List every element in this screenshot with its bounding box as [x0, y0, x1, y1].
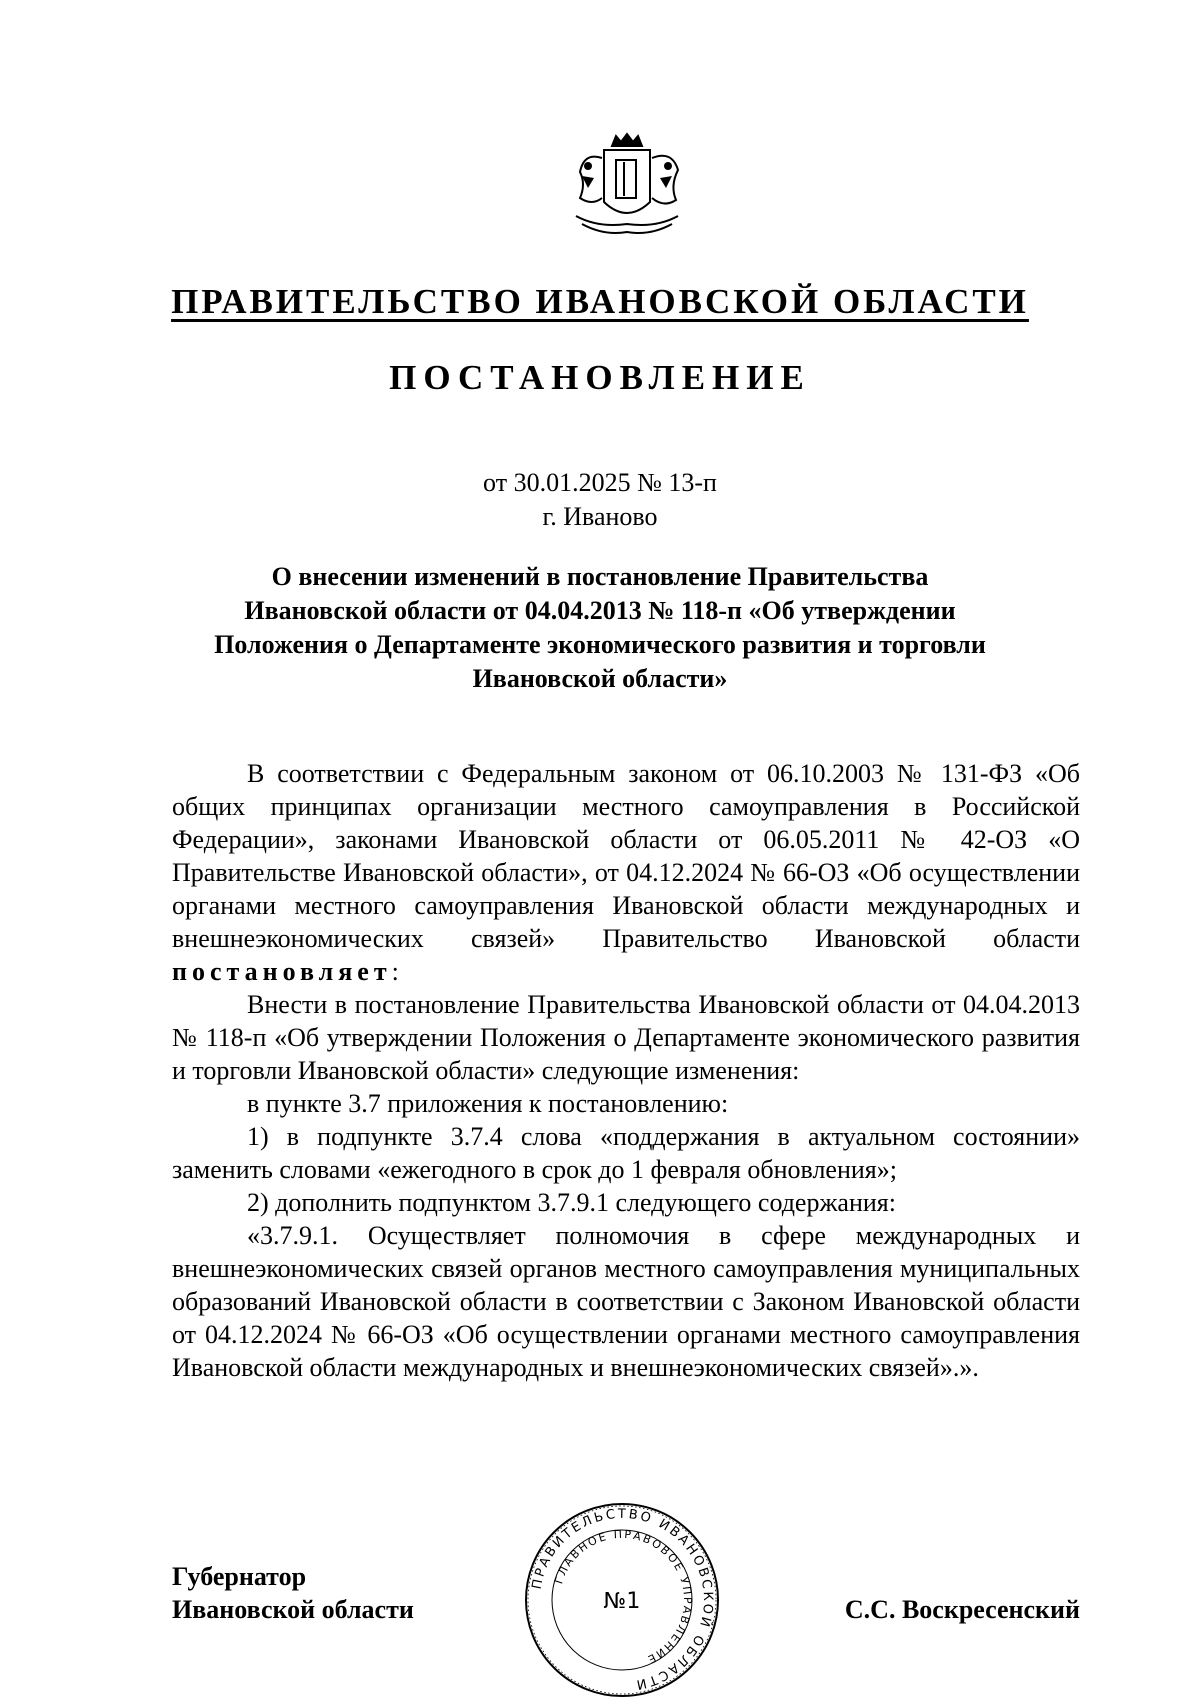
- city: г. Иваново: [542, 502, 658, 531]
- subject-line: Ивановской области»: [472, 664, 728, 693]
- subject-line: Ивановской области от 04.04.2013 № 118-п «Об утверждении: [244, 596, 956, 625]
- body-paragraph: в пункте 3.7 приложения к постановлению:: [247, 1089, 729, 1118]
- date-number: от 30.01.2025 № 13-п: [483, 468, 717, 497]
- document-meta: [0, 466, 1200, 534]
- document-body: [172, 757, 1080, 1384]
- official-stamp: [522, 1500, 722, 1700]
- position-line: Губернатор: [172, 1562, 307, 1591]
- preamble-paragraph: В соответствии с Федеральным законом от 06.10.2003 № 131-ФЗ «Об общих принципах организации местного самоуправления в Российской Федерации», законами Ивановской области от 06.05.2011 № 42-ОЗ «О Правительстве Ивановской области», от 04.12.2024 № 66-ОЗ «Об осуществлении органами местного самоуправления Ивановской области международных и внешнеэкономических связей» Правительство Ивановской области постановляет:: [172, 759, 1080, 986]
- item-1-paragraph: 1) в подпункте 3.7.4 слова «поддержания в актуальном состоянии» заменить словами «ежегодного в срок до 1 февраля обновления»;: [172, 1122, 1080, 1184]
- stamp-inner-text: ГЛАВНОЕ ПРАВОВОЕ УПРАВЛЕНИЕ: [552, 1527, 695, 1667]
- stamp-number: №1: [603, 1589, 641, 1614]
- new-clause-paragraph: «3.7.9.1. Осуществляет полномочия в сфере международных и внешнеэкономических связей органов местного самоуправления муниципальных образований Ивановской области в соответствии с Законом Ивановской области от 04.12.2024 № 66-ОЗ «Об осуществлении органами местного самоуправления Ивановской области международных и внешнеэкономических связей».».: [172, 1221, 1080, 1382]
- item-2-paragraph: 2) дополнить подпунктом 3.7.9.1 следующего содержания:: [247, 1188, 896, 1217]
- coat-of-arms-icon: [558, 132, 696, 240]
- government-title: ПРАВИТЕЛЬСТВО ИВАНОВСКОЙ ОБЛАСТИ: [171, 282, 1029, 321]
- document-subject: [150, 560, 1050, 696]
- subject-line: О внесении изменений в постановление Правительства: [271, 562, 929, 591]
- stamp-outer-text: ПРАВИТЕЛЬСТВО ИВАНОВСКОЙ ОБЛАСТИ: [529, 1506, 716, 1693]
- signer-name: С.С. Воскресенский: [844, 1595, 1080, 1624]
- amendment-paragraph: Внести в постановление Правительства Ивановской области от 04.04.2013 № 118-п «Об утверждении Положения о Департаменте экономического развития и торговли Ивановской области» следующие изменения:: [172, 990, 1080, 1085]
- position-line: Ивановской области: [172, 1595, 414, 1624]
- document-type: ПОСТАНОВЛЕНИЕ: [389, 358, 811, 397]
- resolves-word: постановляет: [172, 957, 392, 986]
- signature-position: [172, 1560, 414, 1626]
- subject-line: Положения о Департаменте экономического развития и торговли: [214, 630, 986, 659]
